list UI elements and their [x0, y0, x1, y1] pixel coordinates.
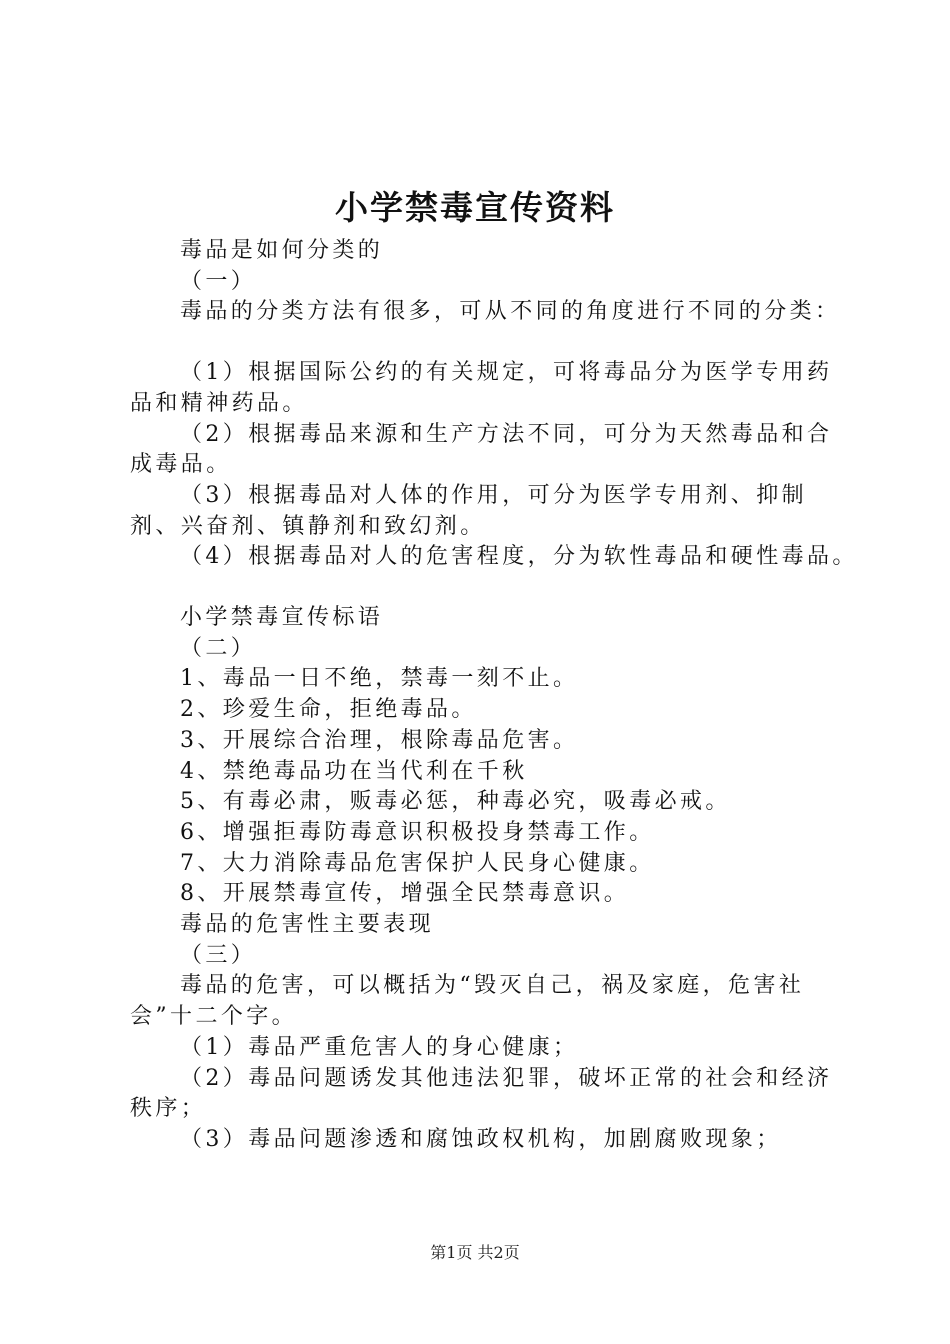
section3-number: （三） [180, 942, 257, 968]
section3-item: （3）毒品问题渗透和腐蚀政权机构，加剧腐败现象； [180, 1126, 782, 1152]
section1-item: （2）根据毒品来源和生产方法不同，可分为天然毒品和合成毒品。 [130, 421, 833, 478]
slogan-item: 3、开展综合治理，根除毒品危害。 [180, 727, 579, 753]
section3-item: （2）毒品问题诱发其他违法犯罪，破坏正常的社会和经济秩序； [130, 1065, 833, 1122]
section3-item: （1）毒品严重危害人的身心健康； [180, 1034, 579, 1060]
slogan-item: 5、有毒必肃，贩毒必惩，种毒必究，吸毒必戒。 [180, 789, 731, 815]
section1-item: （4）根据毒品对人的危害程度，分为软性毒品和硬性毒品。 [180, 544, 858, 570]
slogan-item: 1、毒品一日不绝，禁毒一刻不止。 [180, 666, 579, 692]
page-title: 小学禁毒宣传资料 [335, 188, 615, 227]
section3-heading: 毒品的危害性主要表现 [180, 912, 435, 938]
section1-item: （1）根据国际公约的有关规定，可将毒品分为医学专用药品和精神药品。 [130, 360, 833, 416]
document-body [130, 236, 858, 1156]
paragraph-gap [130, 573, 850, 603]
section1-intro: 毒品的分类方法有很多，可从不同的角度进行不同的分类： [180, 299, 841, 325]
section1-number: （一） [180, 268, 257, 294]
page-footer: 第1页 共2页 [430, 1243, 520, 1262]
section2-heading: 小学禁毒宣传标语 [180, 605, 384, 631]
section1-item: （3）根据毒品对人体的作用，可分为医学专用剂、抑制剂、兴奋剂、镇静剂和致幻剂。 [130, 482, 807, 539]
slogan-item: 2、珍爱生命，拒绝毒品。 [180, 697, 477, 723]
slogan-item: 6、增强拒毒防毒意识积极投身禁毒工作。 [180, 819, 655, 845]
paragraph-gap [130, 328, 850, 358]
slogan-item: 8、开展禁毒宣传，增强全民禁毒意识。 [180, 881, 630, 907]
section3-intro: 毒品的危害，可以概括为“毁灭自己，祸及家庭，危害社会”十二个字。 [130, 973, 805, 1030]
section2-number: （二） [180, 635, 257, 661]
slogan-item: 4、禁绝毒品功在当代利在千秋 [180, 758, 528, 784]
section1-heading: 毒品是如何分类的 [180, 238, 384, 263]
slogan-item: 7、大力消除毒品危害保护人民身心健康。 [180, 850, 655, 876]
